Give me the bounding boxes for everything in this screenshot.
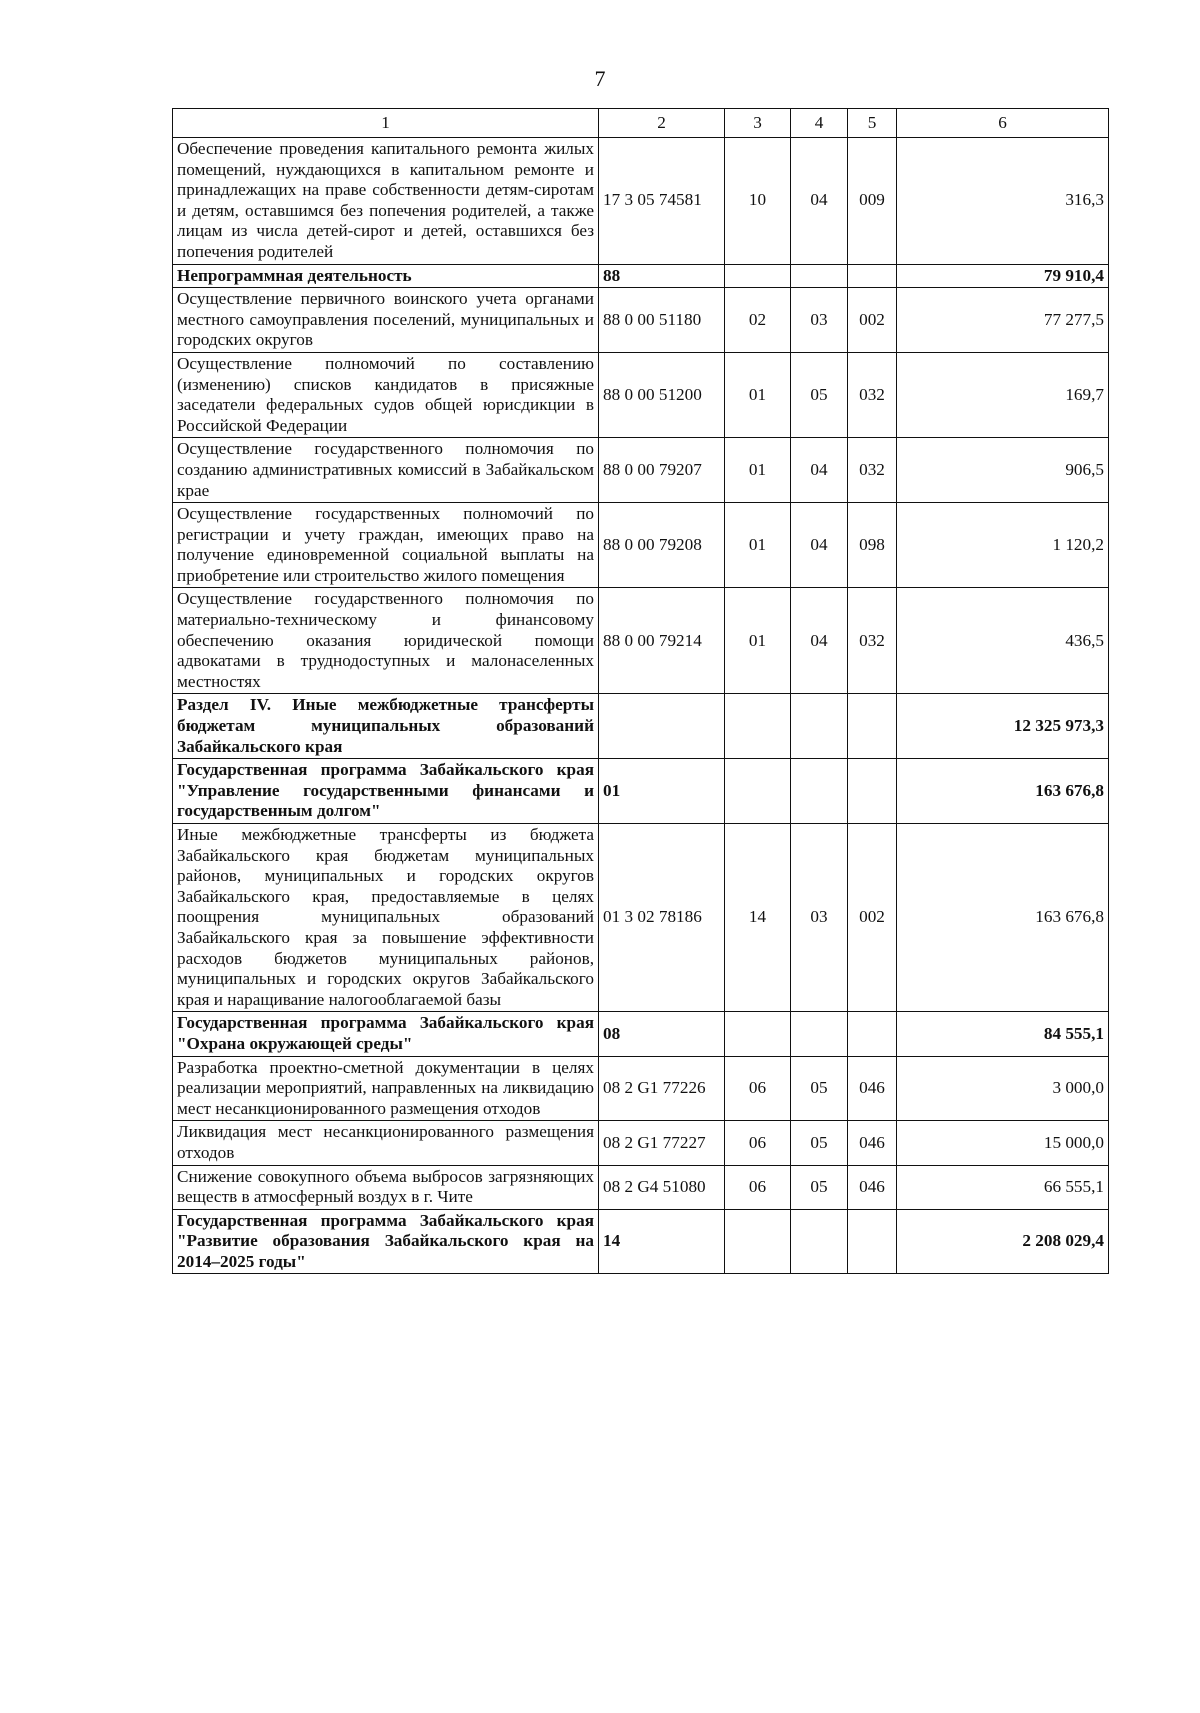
subsection-code-cell: 03 bbox=[791, 288, 848, 353]
column-header: 5 bbox=[848, 109, 897, 138]
type-code-cell: 009 bbox=[848, 138, 897, 265]
type-code-cell: 002 bbox=[848, 288, 897, 353]
target-code-cell: 01 3 02 78186 bbox=[599, 824, 725, 1012]
item-name-cell: Обеспечение проведения капитального ремонта жилых помещений, нуждающихся в капитальном ремонте и принадлежащих на праве собственности детям-сиротам и детям, оставшимся без попечения родителей, а также лицам из числа детей-сирот и детей, оставшихся без попечения родителей bbox=[173, 138, 599, 265]
amount-cell: 316,3 bbox=[897, 138, 1109, 265]
table-body bbox=[173, 138, 1109, 1274]
amount-cell: 1 120,2 bbox=[897, 503, 1109, 588]
item-name-cell: Государственная программа Забайкальского края "Развитие образования Забайкальского края на 2014–2025 годы" bbox=[173, 1209, 599, 1274]
type-code-cell: 046 bbox=[848, 1121, 897, 1165]
table-row bbox=[173, 288, 1109, 353]
section-code-cell: 14 bbox=[725, 824, 791, 1012]
table-row bbox=[173, 694, 1109, 759]
budget-table bbox=[172, 108, 1109, 1274]
page-number: 7 bbox=[594, 66, 606, 91]
table-row bbox=[173, 138, 1109, 265]
section-code-cell bbox=[725, 759, 791, 824]
type-code-cell bbox=[848, 759, 897, 824]
column-header: 4 bbox=[791, 109, 848, 138]
section-code-cell: 06 bbox=[725, 1121, 791, 1165]
column-header: 6 bbox=[897, 109, 1109, 138]
item-name-cell: Осуществление государственного полномочия по созданию административных комиссий в Забайкальском крае bbox=[173, 438, 599, 503]
amount-cell: 12 325 973,3 bbox=[897, 694, 1109, 759]
amount-cell: 169,7 bbox=[897, 352, 1109, 437]
type-code-cell: 032 bbox=[848, 588, 897, 694]
target-code-cell: 08 2 G1 77226 bbox=[599, 1056, 725, 1121]
subsection-code-cell: 05 bbox=[791, 1121, 848, 1165]
item-name-cell: Государственная программа Забайкальского края "Управление государственными финансами и государственным долгом" bbox=[173, 759, 599, 824]
target-code-cell: 88 0 00 51180 bbox=[599, 288, 725, 353]
item-name-cell: Разработка проектно-сметной документации в целях реализации мероприятий, направленных на ликвидацию мест несанкционированного размещения отходов bbox=[173, 1056, 599, 1121]
table-row bbox=[173, 824, 1109, 1012]
type-code-cell bbox=[848, 1012, 897, 1056]
subsection-code-cell: 04 bbox=[791, 503, 848, 588]
amount-cell: 436,5 bbox=[897, 588, 1109, 694]
amount-cell: 906,5 bbox=[897, 438, 1109, 503]
target-code-cell: 88 0 00 51200 bbox=[599, 352, 725, 437]
section-code-cell bbox=[725, 264, 791, 288]
table-row bbox=[173, 352, 1109, 437]
table-row bbox=[173, 1209, 1109, 1274]
target-code-cell: 14 bbox=[599, 1209, 725, 1274]
amount-cell: 3 000,0 bbox=[897, 1056, 1109, 1121]
type-code-cell: 032 bbox=[848, 352, 897, 437]
subsection-code-cell: 04 bbox=[791, 588, 848, 694]
item-name-cell: Иные межбюджетные трансферты из бюджета Забайкальского края бюджетам муниципальных районов, муниципальных и городских округов Забайкальского края, предоставляемые в целях поощрения муниципальных образований Забайкальского края за повышение эффективности расходов бюджетов муниципальных районов, муниципальных и городских округов Забайкальского края и наращивание налогооблагаемой базы bbox=[173, 824, 599, 1012]
table-row bbox=[173, 759, 1109, 824]
item-name-cell: Ликвидация мест несанкционированного размещения отходов bbox=[173, 1121, 599, 1165]
target-code-cell: 88 bbox=[599, 264, 725, 288]
section-code-cell: 01 bbox=[725, 503, 791, 588]
type-code-cell: 098 bbox=[848, 503, 897, 588]
section-code-cell bbox=[725, 1209, 791, 1274]
subsection-code-cell bbox=[791, 694, 848, 759]
amount-cell: 163 676,8 bbox=[897, 824, 1109, 1012]
item-name-cell: Государственная программа Забайкальского края "Охрана окружающей среды" bbox=[173, 1012, 599, 1056]
type-code-cell bbox=[848, 1209, 897, 1274]
table-row bbox=[173, 1121, 1109, 1165]
subsection-code-cell: 05 bbox=[791, 1056, 848, 1121]
subsection-code-cell bbox=[791, 759, 848, 824]
item-name-cell: Осуществление государственных полномочий по регистрации и учету граждан, имеющих право на получение единовременной социальной выплаты на приобретение или строительство жилого помещения bbox=[173, 503, 599, 588]
section-code-cell: 01 bbox=[725, 438, 791, 503]
target-code-cell: 01 bbox=[599, 759, 725, 824]
target-code-cell: 08 bbox=[599, 1012, 725, 1056]
subsection-code-cell: 04 bbox=[791, 438, 848, 503]
column-header: 1 bbox=[173, 109, 599, 138]
item-name-cell: Раздел IV. Иные межбюджетные трансферты бюджетам муниципальных образований Забайкальского края bbox=[173, 694, 599, 759]
amount-cell: 84 555,1 bbox=[897, 1012, 1109, 1056]
table-row bbox=[173, 1056, 1109, 1121]
target-code-cell: 88 0 00 79208 bbox=[599, 503, 725, 588]
column-header: 3 bbox=[725, 109, 791, 138]
subsection-code-cell: 04 bbox=[791, 138, 848, 265]
table-row bbox=[173, 1012, 1109, 1056]
amount-cell: 79 910,4 bbox=[897, 264, 1109, 288]
target-code-cell: 08 2 G4 51080 bbox=[599, 1165, 725, 1209]
section-code-cell: 06 bbox=[725, 1056, 791, 1121]
section-code-cell: 01 bbox=[725, 352, 791, 437]
table-row bbox=[173, 503, 1109, 588]
section-code-cell bbox=[725, 694, 791, 759]
amount-cell: 66 555,1 bbox=[897, 1165, 1109, 1209]
table-row bbox=[173, 588, 1109, 694]
type-code-cell bbox=[848, 264, 897, 288]
header-row bbox=[173, 109, 1109, 138]
section-code-cell bbox=[725, 1012, 791, 1056]
section-code-cell: 06 bbox=[725, 1165, 791, 1209]
subsection-code-cell: 05 bbox=[791, 352, 848, 437]
target-code-cell: 17 3 05 74581 bbox=[599, 138, 725, 265]
item-name-cell: Осуществление государственного полномочия по материально-техническому и финансовому обеспечению оказания юридической помощи адвокатами в труднодоступных и малонаселенных местностях bbox=[173, 588, 599, 694]
subsection-code-cell bbox=[791, 1012, 848, 1056]
type-code-cell bbox=[848, 694, 897, 759]
subsection-code-cell bbox=[791, 1209, 848, 1274]
item-name-cell: Непрограммная деятельность bbox=[173, 264, 599, 288]
amount-cell: 2 208 029,4 bbox=[897, 1209, 1109, 1274]
subsection-code-cell bbox=[791, 264, 848, 288]
type-code-cell: 002 bbox=[848, 824, 897, 1012]
table-row bbox=[173, 264, 1109, 288]
subsection-code-cell: 03 bbox=[791, 824, 848, 1012]
type-code-cell: 032 bbox=[848, 438, 897, 503]
amount-cell: 77 277,5 bbox=[897, 288, 1109, 353]
target-code-cell: 88 0 00 79214 bbox=[599, 588, 725, 694]
item-name-cell: Осуществление полномочий по составлению (изменению) списков кандидатов в присяжные заседатели федеральных судов общей юрисдикции в Российской Федерации bbox=[173, 352, 599, 437]
section-code-cell: 10 bbox=[725, 138, 791, 265]
target-code-cell: 08 2 G1 77227 bbox=[599, 1121, 725, 1165]
column-header: 2 bbox=[599, 109, 725, 138]
amount-cell: 15 000,0 bbox=[897, 1121, 1109, 1165]
subsection-code-cell: 05 bbox=[791, 1165, 848, 1209]
section-code-cell: 01 bbox=[725, 588, 791, 694]
section-code-cell: 02 bbox=[725, 288, 791, 353]
table-row bbox=[173, 1165, 1109, 1209]
table-row bbox=[173, 438, 1109, 503]
type-code-cell: 046 bbox=[848, 1165, 897, 1209]
item-name-cell: Осуществление первичного воинского учета органами местного самоуправления поселений, муниципальных и городских округов bbox=[173, 288, 599, 353]
target-code-cell: 88 0 00 79207 bbox=[599, 438, 725, 503]
target-code-cell bbox=[599, 694, 725, 759]
item-name-cell: Снижение совокупного объема выбросов загрязняющих веществ в атмосферный воздух в г. Чите bbox=[173, 1165, 599, 1209]
type-code-cell: 046 bbox=[848, 1056, 897, 1121]
amount-cell: 163 676,8 bbox=[897, 759, 1109, 824]
